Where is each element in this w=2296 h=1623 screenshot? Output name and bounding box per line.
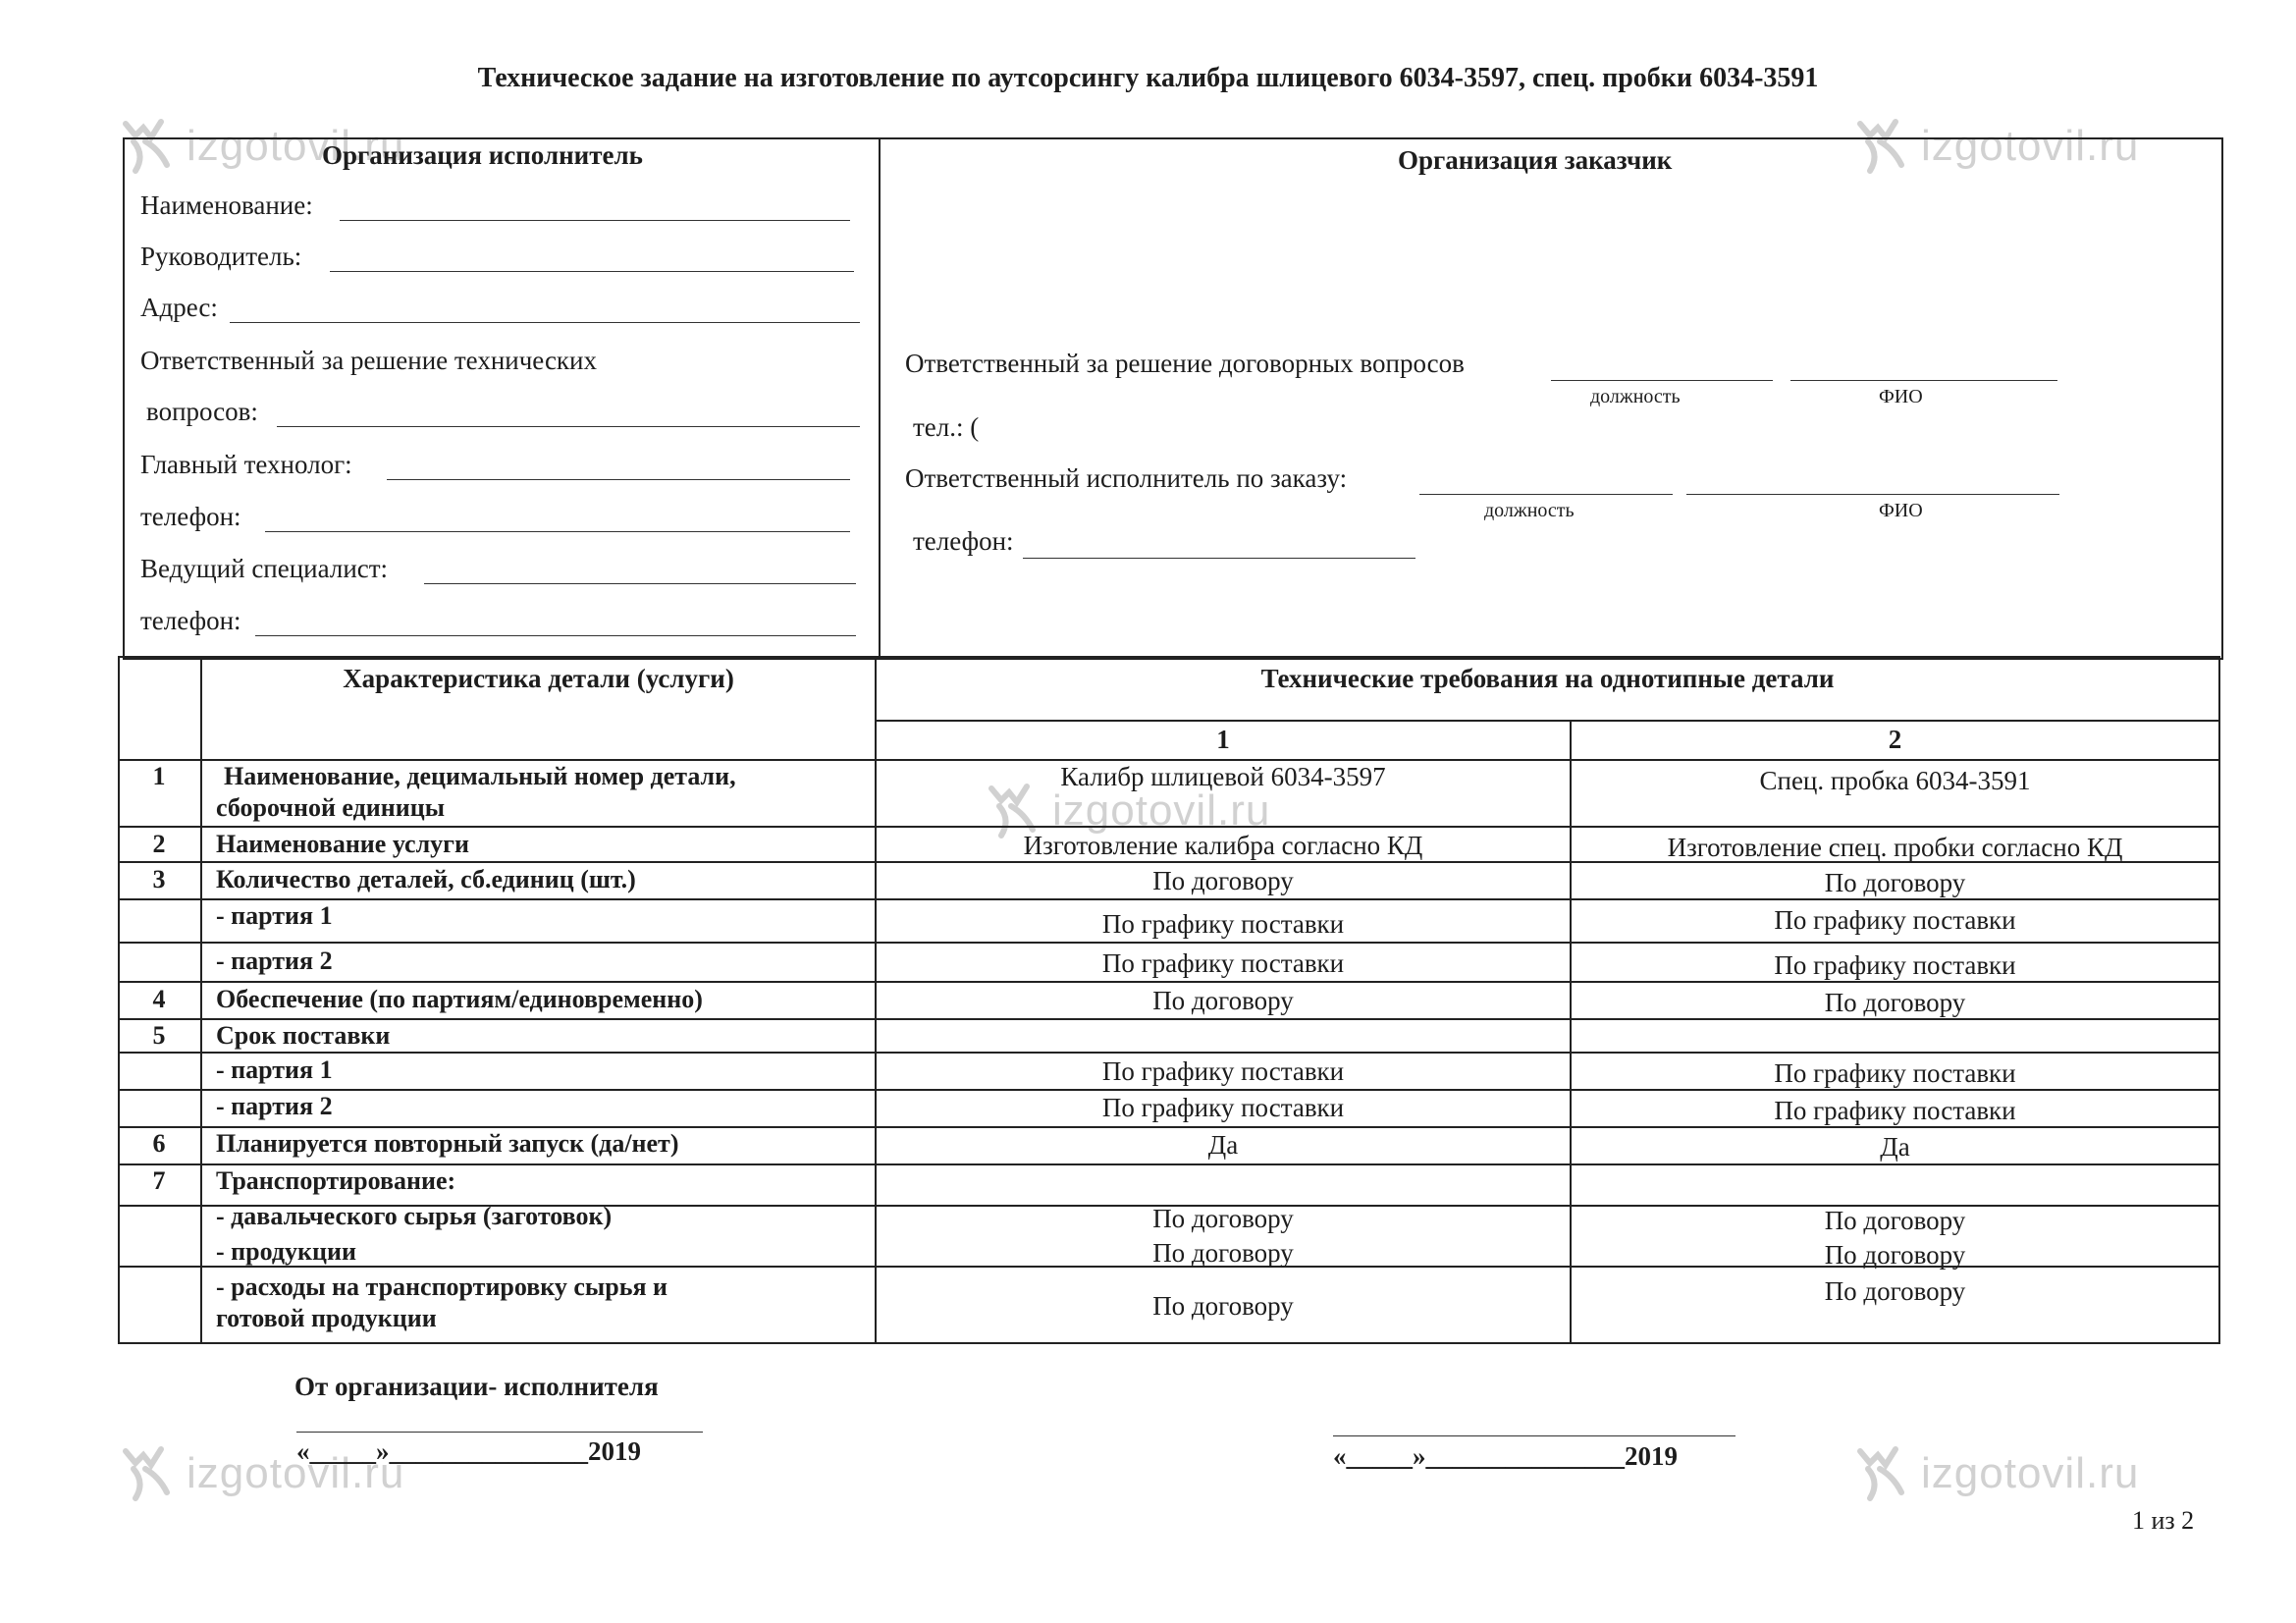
table-cell-col2: Да (1880, 1132, 1910, 1162)
table-row-label: Транспортирование: (216, 1166, 456, 1195)
table-row-label: - партия 2 (216, 947, 333, 975)
table-row-label: Наименование услуги (216, 830, 469, 858)
table-row-number: 3 (152, 865, 166, 893)
sub-col-2: 2 (1888, 725, 1902, 754)
table-cell-col1: По договору (1152, 866, 1294, 895)
watermark-logo-icon (1850, 1443, 1909, 1504)
customer-phone-label: телефон: (913, 526, 1014, 556)
customer-contract-responsible-label: Ответственный за решение договорных вопросов (905, 349, 1465, 378)
requirements-table (118, 656, 2221, 1343)
signature-date-left: «_____»_______________2019 (296, 1436, 641, 1466)
executor-phone-label: телефон: (140, 502, 241, 531)
sub-col-1: 1 (1216, 725, 1230, 754)
table-row-label: Обеспечение (по партиям/единовременно) (216, 985, 703, 1013)
table-cell-col2: По графику поставки (1774, 1058, 2016, 1088)
signature-executor-label: От организации- исполнителя (294, 1372, 659, 1401)
table-row-label: Срок поставки (216, 1021, 391, 1050)
table-row-label: - партия 1 (216, 901, 333, 930)
table-cell-col2: По договору (1824, 1240, 1966, 1270)
table-cell-col1: Да (1207, 1130, 1239, 1160)
table-cell-col1: По договору (1152, 986, 1294, 1015)
watermark-text: izgotovil.ru (1921, 1449, 2140, 1497)
table-cell-col2: Изготовление спец. пробки согласно КД (1667, 833, 2123, 862)
executor-address-label: Адрес: (140, 293, 218, 322)
watermark-text: izgotovil.ru (1921, 122, 2140, 170)
watermark (1850, 1443, 2139, 1504)
executor-name-label: Наименование: (140, 190, 313, 220)
executor-lead-specialist-label: Ведущий специалист: (140, 554, 389, 583)
table-row-label: Наименование, децимальный номер детали, (224, 762, 736, 790)
watermark-text: izgotovil.ru (1052, 786, 1271, 835)
table-cell-col2: По графику поставки (1774, 950, 2016, 980)
executor-header: Организация исполнитель (322, 140, 643, 170)
customer-tel-label: тел.: ( (913, 412, 980, 442)
table-cell-col2: По договору (1824, 868, 1966, 897)
table-row-label: - партия 2 (216, 1092, 333, 1120)
table-row-label: Планируется повторный запуск (да/нет) (216, 1129, 679, 1158)
watermark-text: izgotovil.ru (187, 1449, 405, 1497)
table-row-label: - расходы на транспортировку сырья и (216, 1272, 667, 1301)
watermark-logo-icon (116, 1443, 175, 1504)
customer-position-caption-2: должность (1484, 500, 1575, 521)
table-row-number: 6 (152, 1129, 166, 1158)
customer-order-responsible-label: Ответственный исполнитель по заказу: (905, 463, 1348, 493)
table-cell-col1: По графику поставки (1101, 909, 1345, 939)
table-row-label-cont: сборочной единицы (216, 793, 445, 822)
col-header-characteristic: Характеристика детали (услуги) (343, 664, 734, 693)
table-cell-col1: По договору (1152, 1291, 1294, 1321)
executor-tech-responsible-label: Ответственный за решение технических (140, 346, 597, 375)
table-row-label: - давальческого сырья (заготовок) (216, 1202, 613, 1230)
table-cell-col1: По графику поставки (1101, 1093, 1345, 1122)
table-row-label: - продукции (216, 1237, 356, 1266)
table-cell-col1: По графику поставки (1101, 1056, 1345, 1086)
document-title: Техническое задание на изготовление по аутсорсингу калибра шлицевого 6034-3597, спец. пробки 6034-3591 (477, 63, 1819, 93)
table-cell-col1: По договору (1152, 1204, 1294, 1233)
table-cell-col1: По договору (1152, 1238, 1294, 1268)
customer-position-caption: должность (1590, 386, 1681, 407)
signature-date-right: «_____»_______________2019 (1333, 1441, 1678, 1471)
table-row-label: - партия 1 (216, 1055, 333, 1084)
table-row-number: 2 (152, 830, 166, 858)
table-cell-col1: Изготовление калибра согласно КД (1023, 831, 1423, 860)
executor-chief-technologist-label: Главный технолог: (140, 450, 352, 479)
table-cell-col2: По договору (1824, 988, 1966, 1017)
table-cell-col2: По договору (1824, 1206, 1966, 1235)
table-cell-col2: По графику поставки (1774, 1096, 2016, 1125)
watermark-text: izgotovil.ru (187, 122, 405, 170)
table-row-label: Количество деталей, сб.единиц (шт.) (216, 865, 636, 893)
table-cell-col1: По графику поставки (1101, 948, 1345, 978)
customer-fio-caption: ФИО (1879, 386, 1923, 407)
table-cell-col2: По графику поставки (1774, 905, 2016, 935)
table-row-number: 5 (152, 1021, 166, 1050)
table-row-label-cont: готовой продукции (216, 1304, 437, 1332)
table-cell-col2: Спец. пробка 6034-3591 (1759, 766, 2031, 795)
table-row-number: 4 (152, 985, 166, 1013)
executor-phone-label-2: телефон: (140, 606, 241, 635)
customer-header: Организация заказчик (1398, 145, 1673, 175)
table-cell-col2: По договору (1824, 1276, 1966, 1306)
customer-fio-caption-2: ФИО (1879, 500, 1923, 521)
table-row-number: 7 (152, 1166, 166, 1195)
table-row-number: 1 (152, 762, 166, 790)
executor-head-label: Руководитель: (140, 242, 302, 271)
col-header-requirements: Технические требования на однотипные детали (1260, 664, 1835, 693)
page-number: 1 из 2 (2132, 1506, 2195, 1535)
table-cell-col1: Калибр шлицевой 6034-3597 (1060, 762, 1386, 791)
executor-tech-questions-label: вопросов: (146, 397, 258, 426)
